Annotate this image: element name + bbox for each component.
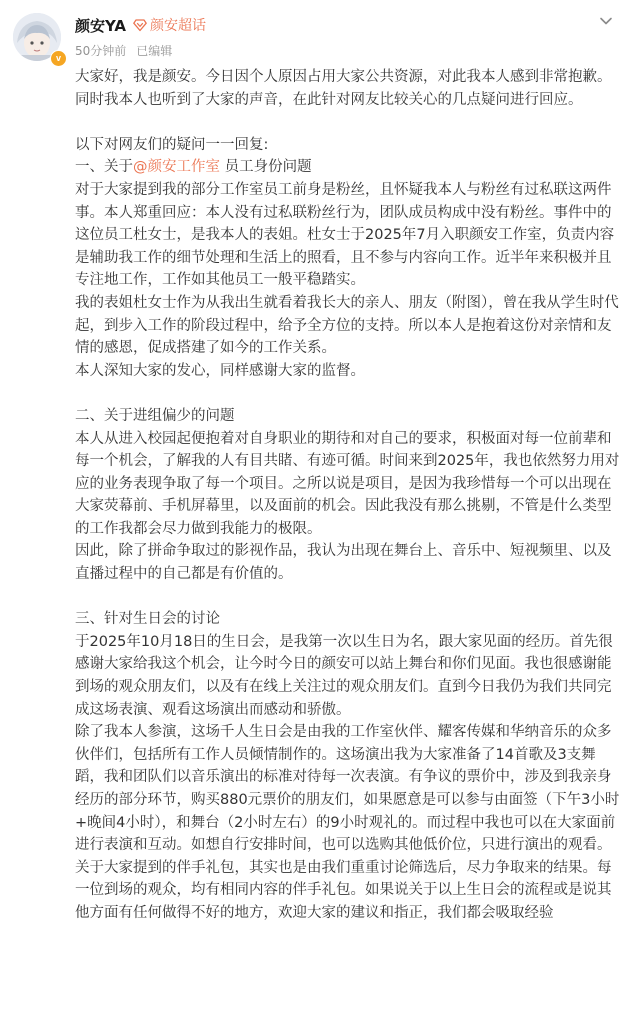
chevron-down-icon[interactable] bbox=[599, 14, 613, 28]
diamond-topic-icon bbox=[133, 18, 147, 32]
studio-mention-link[interactable]: @颜安工作室 bbox=[133, 159, 220, 176]
section-1-title: 一、关于@颜安工作室 员工身份问题 bbox=[75, 159, 312, 176]
section-3-title: 三、针对生日会的讨论 bbox=[75, 611, 220, 628]
user-name[interactable]: 颜安YA bbox=[75, 16, 127, 35]
post-paragraph: 除了我本人参演，这场千人生日会是由我的工作室伙伴、耀客传媒和华纳音乐的众多伙伴们，包括所有工作人员倾情制作的。这场演出我为大家准备了14首歌及3支舞蹈，我和团队们以音乐演出的标准对待每一次表演。有争议的票价中，涉及到我亲身经历的部分环节，购买880元票价的朋友们，如果愿意是可以参与由面签（下午3小时+晚间4小时），和舞台（2小时左右）的9小时观礼的。而过程中我也可以在大家面前进行表演和互动。如想自行安排时间，也可以选购其他低价位，只进行演出的观看。 bbox=[75, 724, 620, 854]
post-paragraph: 大家好，我是颜安。今日因个人原因占用大家公共资源，对此我本人感到非常抱歉。同时我本人也听到了大家的声音，在此针对网友比较关心的几点疑问进行回应。 bbox=[75, 69, 612, 108]
post-time: 50分钟前 bbox=[75, 44, 127, 58]
post-paragraph: 本人从进入校园起便抱着对自身职业的期待和对自己的要求，积极面对每一位前辈和每一个机会，了解我的人有目共睹、有迹可循。时间来到2025年，我也依然努力用对应的业务表现争取了每一个项目。之所以说是项目，是因为我珍惜每一个可以出现在大家荧幕前、手机屏幕里，以及面前的机会。因此我没有那么挑剔，不管是什么类型的工作我都会尽力做到我能力的极限。 bbox=[75, 430, 620, 537]
post-paragraph: 本人深知大家的发心，同样感谢大家的监督。 bbox=[75, 362, 365, 379]
post-paragraph: 对于大家提到我的部分工作室员工前身是粉丝，且怀疑我本人与粉丝有过私联这两件事。本人郑重回应：本人没有过私联粉丝行为，团队成员构成中没有粉丝。事件中的这位员工杜女士，是我本人的表姐。杜女士于2025年7月入职颜安工作室，负责内容是辅助我工作的细节处理和生活上的照看，且不参与内容向工作。近半年来积极并且专注地工作，工作如其他员工一般平稳踏实。 bbox=[75, 181, 615, 289]
name-row bbox=[75, 14, 206, 36]
post-intro: 以下对网友们的疑问一一回复: bbox=[75, 136, 269, 153]
post-body bbox=[75, 66, 620, 925]
section-2-title: 二、关于进组偏少的问题 bbox=[75, 407, 235, 424]
topic-link[interactable]: 颜安超话 bbox=[150, 18, 207, 34]
post-meta bbox=[75, 42, 172, 59]
edited-label[interactable]: 已编辑 bbox=[136, 44, 173, 58]
post-paragraph: 因此，除了拼命争取过的影视作品，我认为出现在舞台上、音乐中、短视频里、以及直播过程中的自己都是有价值的。 bbox=[75, 543, 612, 583]
post-header bbox=[0, 0, 638, 64]
verified-badge: v bbox=[50, 50, 67, 67]
post-paragraph: 于2025年10月18日的生日会，是我第一次以生日为名，跟大家见面的经历。首先很感谢大家给我这个机会，让今时今日的颜安可以站上舞台和你们见面。我也很感谢能到场的观众朋友们，以及有在线上关注过的观众朋友们。直到今日我仍为我们共同完成这场表演、观看这场演出而感动和骄傲。 bbox=[75, 633, 613, 718]
post-paragraph: 关于大家提到的伴手礼包，其实也是由我们重重讨论筛选后，尽力争取来的结果。每一位到场的观众，均有相同内容的伴手礼包。如果说关于以上生日会的流程或是说其他方面有任何做得不好的地方，欢迎大家的建议和指正，我们都会吸取经验 bbox=[75, 859, 612, 921]
post-paragraph: 我的表姐杜女士作为从我出生就看着我长大的亲人、朋友（附图），曾在我从学生时代起，到步入工作的阶段过程中，给予全方位的支持。所以本人是抱着这份对亲情和友情的感恩，促成搭建了如今的工作关系。 bbox=[75, 294, 619, 357]
